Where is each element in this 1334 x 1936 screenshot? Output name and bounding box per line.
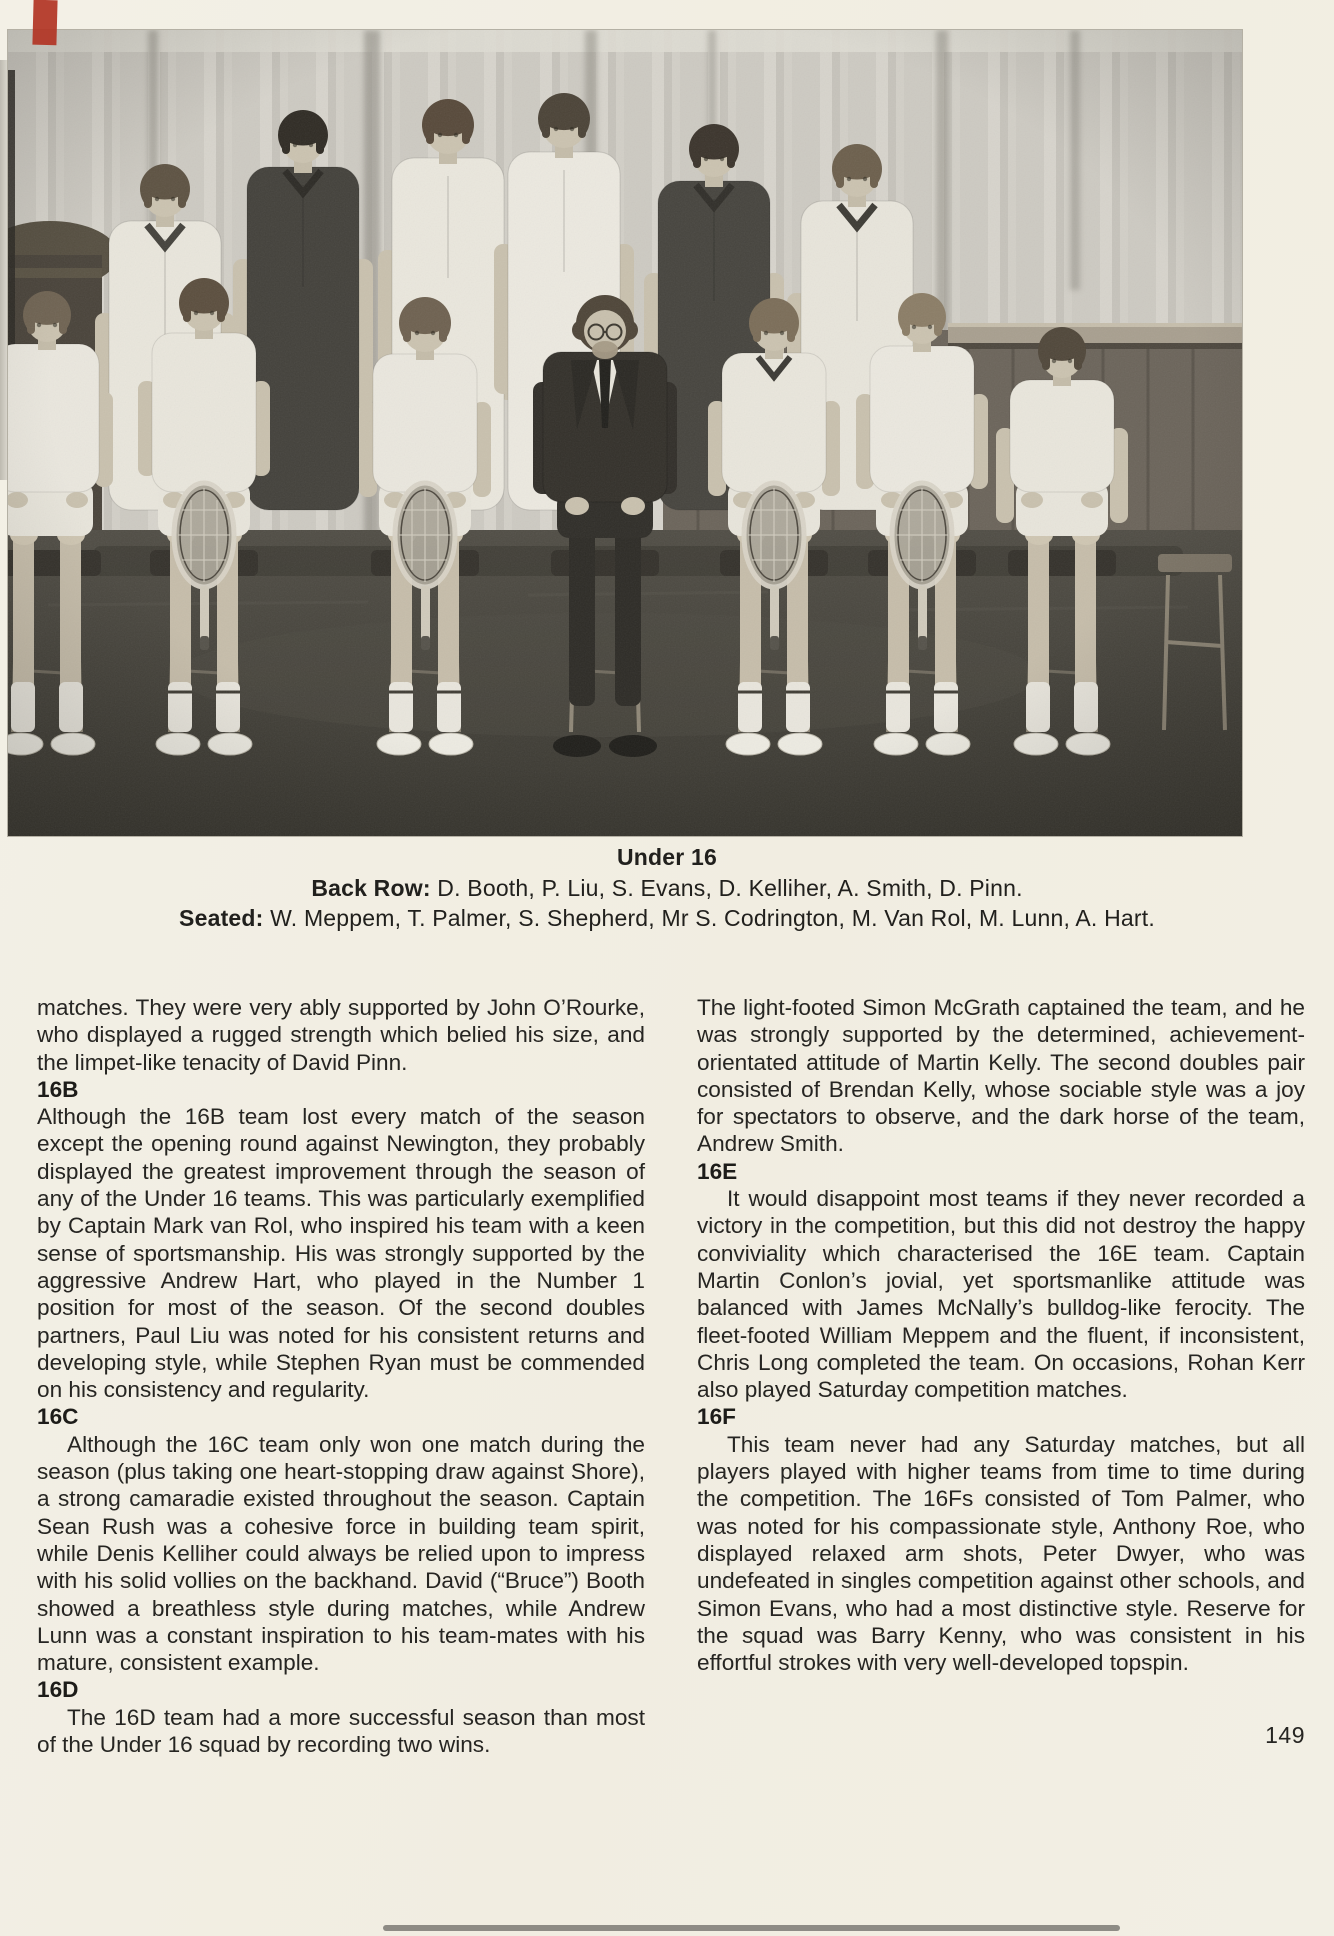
page-number: 149 — [1265, 1722, 1305, 1749]
caption-back-row — [0, 873, 1334, 904]
heading-16b: 16B — [37, 1076, 79, 1102]
photo-caption — [0, 842, 1334, 934]
heading-16e: 16E — [697, 1158, 738, 1184]
column-left — [37, 994, 645, 1758]
caption-back-row-names: D. Booth, P. Liu, S. Evans, D. Kelliher, A. Smith, D. Pinn. — [430, 874, 1023, 901]
heading-16c: 16C — [37, 1404, 79, 1430]
paragraph-16f: This team never had any Saturday matches, but all players played with higher teams from time to time during the competition. The 16Fs consisted of Tom Palmer, who was noted for his compassionate style, Anthony Roe, who displayed relaxed arm shots, Peter Dwyer, who was undefeated in singles competition against other schools, and Simon Evans, who had a most distinctive style. Reserve for the squad was Barry Kenny, who was consistent in his effortful strokes with very well-developed topspin. — [697, 1431, 1305, 1676]
scan-artifact-line — [383, 1925, 1120, 1931]
paragraph-intro-right: The light-footed Simon McGrath captained the team, and he was strongly supported by the determined, achievement-orientated attitude of Martin Kelly. The second doubles pair consisted of Brendan Kelly, whose sociable style was a joy for spectators to observe, and the dark horse of the team, Andrew Smith. — [697, 995, 1305, 1157]
column-right — [697, 994, 1305, 1750]
paragraph-intro-left: matches. They were very ably supported by John O’Rourke, who displayed a rugged strength which belied his size, and the limpet-like tenacity of David Pinn. — [37, 995, 645, 1075]
paragraph-16e: It would disappoint most teams if they never recorded a victory in the competition, but this did not destroy the happy conviviality which characterised the 16E team. Captain Martin Conlon’s jovial, yet sportsmanlike attitude was balanced with James McNally’s bulldog-like ferocity. The fleet-footed William Meppem and the fluent, if inconsistent, Chris Long completed the team. On occasions, Rohan Kerr also played Saturday competition matches. — [697, 1186, 1305, 1403]
red-bookmark-mark — [32, 0, 57, 45]
paragraph-16b: Although the 16B team lost every match of the season except the opening round against Newington, they probably displayed the greatest improvement through the season of any of the Under 16 teams. This was particularly exemplified by Captain Mark van Rol, who inspired his team with a keen sense of sportsmanship. His was strongly supported by the aggressive Andrew Hart, who played in the Number 1 position for most of the season. Of the second doubles partners, Paul Liu was noted for his consistent returns and developing style, while Stephen Ryan must be commended on his consistency and regularity. — [37, 1104, 645, 1403]
caption-seated-names: W. Meppem, T. Palmer, S. Shepherd, Mr S. Codrington, M. Van Rol, M. Lunn, A. Hart. — [263, 905, 1155, 931]
heading-16d: 16D — [37, 1677, 79, 1703]
caption-seated-label: Seated: — [179, 905, 264, 931]
paragraph-16d: The 16D team had a more successful season than most of the Under 16 squad by recording two wins. — [37, 1704, 645, 1758]
team-photo-svg — [8, 30, 1242, 836]
team-photo — [8, 30, 1242, 836]
heading-16f: 16F — [697, 1404, 736, 1430]
caption-title: Under 16 — [616, 844, 718, 870]
caption-back-row-label: Back Row: — [311, 874, 431, 901]
caption-seated — [0, 903, 1334, 934]
paragraph-16c: Although the 16C team only won one match during the season (plus taking one heart-stopping draw against Shore), a strong camaradie existed throughout the season. Captain Sean Rush was a cohesive force in building team spirit, while Denis Kelliher could always be relied upon to impress with his solid vollies on the backhand. David (“Bruce”) Booth showed a breathless style during matches, while Andrew Lunn was a constant inspiration to his team-mates with his mature, consistent example. — [37, 1431, 645, 1676]
